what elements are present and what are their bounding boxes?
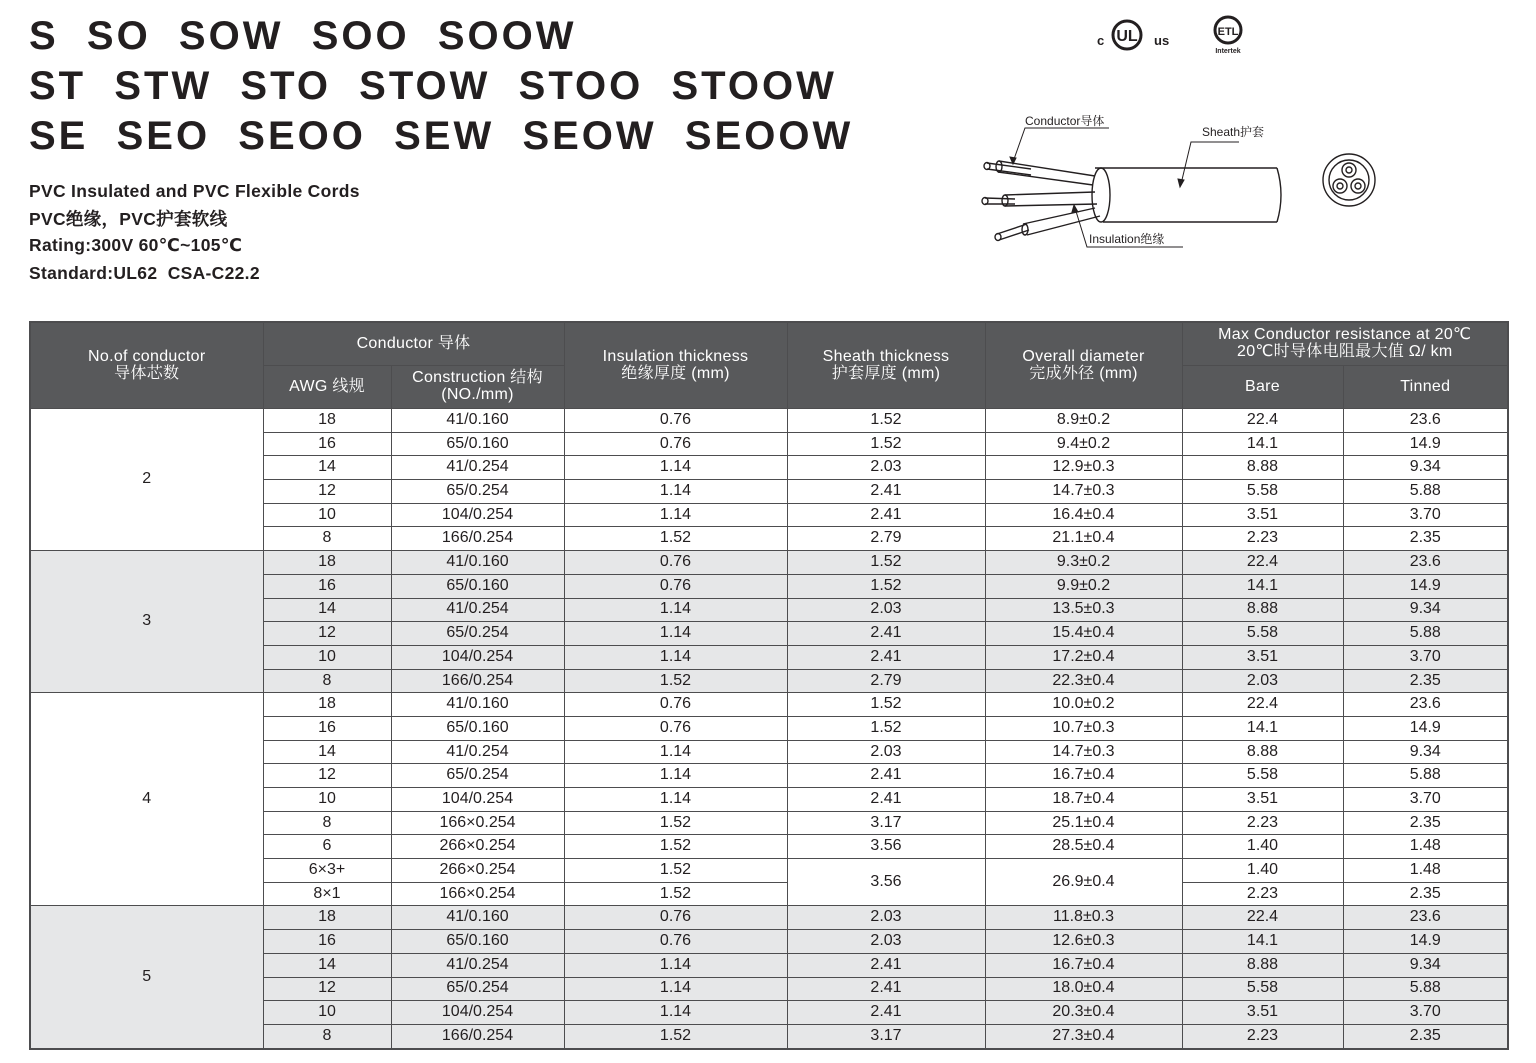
bare-cell: 3.51 <box>1182 503 1343 527</box>
awg-cell: 14 <box>263 456 391 480</box>
diagram-conductor-label: Conductor导体 <box>1025 114 1105 128</box>
bare-cell: 22.4 <box>1182 906 1343 930</box>
header-diameter <box>985 322 1182 409</box>
insulation-cell: 0.76 <box>564 716 787 740</box>
construction-cell: 266×0.254 <box>391 859 564 883</box>
bare-cell: 22.4 <box>1182 551 1343 575</box>
construction-cell: 104/0.254 <box>391 503 564 527</box>
construction-cell: 104/0.254 <box>391 788 564 812</box>
construction-cell: 166/0.254 <box>391 527 564 551</box>
tinned-cell: 1.48 <box>1343 835 1508 859</box>
tinned-cell: 14.9 <box>1343 574 1508 598</box>
diameter-cell: 15.4±0.4 <box>985 622 1182 646</box>
tinned-cell: 14.9 <box>1343 930 1508 954</box>
awg-cell: 16 <box>263 574 391 598</box>
awg-cell: 18 <box>263 551 391 575</box>
insulation-cell: 0.76 <box>564 930 787 954</box>
sheath-cell: 1.52 <box>787 693 985 717</box>
conductor-count-cell: 5 <box>30 906 263 1049</box>
subtitle-english: PVC Insulated and PVC Flexible Cords <box>29 181 360 201</box>
construction-cell: 65/0.254 <box>391 480 564 504</box>
insulation-cell: 1.14 <box>564 598 787 622</box>
construction-cell: 104/0.254 <box>391 1001 564 1025</box>
diameter-cell: 14.7±0.3 <box>985 740 1182 764</box>
bare-cell: 14.1 <box>1182 432 1343 456</box>
table-row <box>30 409 1508 433</box>
tinned-cell: 9.34 <box>1343 598 1508 622</box>
insulation-cell: 1.14 <box>564 622 787 646</box>
insulation-cell: 1.52 <box>564 527 787 551</box>
diameter-cell: 10.0±0.2 <box>985 693 1182 717</box>
header-bare: Bare <box>1182 366 1343 409</box>
bare-cell: 2.23 <box>1182 1024 1343 1048</box>
awg-cell: 8 <box>263 1024 391 1048</box>
bare-cell: 3.51 <box>1182 1001 1343 1025</box>
tinned-cell: 3.70 <box>1343 645 1508 669</box>
ul-mark-text: UL <box>1116 28 1138 45</box>
tinned-cell: 5.88 <box>1343 977 1508 1001</box>
awg-cell: 10 <box>263 645 391 669</box>
spec-table-body <box>30 409 1508 1049</box>
header-conductor-count-cn: 导体芯数 <box>114 364 180 382</box>
construction-cell: 166×0.254 <box>391 811 564 835</box>
awg-cell: 12 <box>263 977 391 1001</box>
sheath-cell: 2.41 <box>787 977 985 1001</box>
awg-cell: 16 <box>263 930 391 954</box>
sheath-cell: 2.41 <box>787 1001 985 1025</box>
diameter-cell: 11.8±0.3 <box>985 906 1182 930</box>
title-line-3: SE SEO SEOO SEW SEOW SEOOW <box>29 114 854 158</box>
bare-cell: 1.40 <box>1182 835 1343 859</box>
awg-cell: 6 <box>263 835 391 859</box>
insulation-cell: 0.76 <box>564 574 787 598</box>
awg-cell: 10 <box>263 503 391 527</box>
insulation-cell: 1.14 <box>564 645 787 669</box>
construction-cell: 41/0.160 <box>391 693 564 717</box>
subtitle-chinese: PVC绝缘，PVC护套软线 <box>29 209 228 229</box>
sheath-cell: 2.03 <box>787 456 985 480</box>
bare-cell: 2.23 <box>1182 527 1343 551</box>
insulation-cell: 1.52 <box>564 882 787 906</box>
sheath-cell: 2.41 <box>787 480 985 504</box>
construction-cell: 104/0.254 <box>391 645 564 669</box>
insulation-cell: 1.52 <box>564 811 787 835</box>
sheath-cell: 2.03 <box>787 598 985 622</box>
diagram-insulation-label: Insulation绝缘 <box>1089 232 1165 246</box>
header-insulation-cn: 绝缘厚度 (mm) <box>621 364 730 382</box>
sheath-cell: 1.52 <box>787 551 985 575</box>
sheath-cell: 2.41 <box>787 645 985 669</box>
awg-cell: 6×3+ <box>263 859 391 883</box>
tinned-cell: 3.70 <box>1343 788 1508 812</box>
sheath-cell: 2.03 <box>787 906 985 930</box>
sheath-cell: 1.52 <box>787 574 985 598</box>
tinned-cell: 2.35 <box>1343 527 1508 551</box>
construction-cell: 65/0.160 <box>391 716 564 740</box>
construction-cell: 65/0.160 <box>391 574 564 598</box>
header-resistance-en: Max Conductor resistance at 20℃ <box>1218 326 1472 344</box>
sheath-cell: 2.03 <box>787 740 985 764</box>
awg-cell: 12 <box>263 480 391 504</box>
diameter-cell: 10.7±0.3 <box>985 716 1182 740</box>
sheath-cell: 3.56 <box>787 835 985 859</box>
diameter-cell: 25.1±0.4 <box>985 811 1182 835</box>
awg-cell: 14 <box>263 740 391 764</box>
construction-cell: 65/0.254 <box>391 764 564 788</box>
construction-cell: 65/0.254 <box>391 622 564 646</box>
insulation-cell: 1.52 <box>564 859 787 883</box>
construction-cell: 41/0.160 <box>391 551 564 575</box>
sheath-cell: 2.79 <box>787 669 985 693</box>
sheath-cell: 1.52 <box>787 716 985 740</box>
sheath-cell: 1.52 <box>787 432 985 456</box>
header-awg: AWG 线规 <box>263 366 391 409</box>
insulation-cell: 0.76 <box>564 432 787 456</box>
conductor-count-cell: 2 <box>30 409 263 551</box>
construction-cell: 166/0.254 <box>391 1024 564 1048</box>
bare-cell: 8.88 <box>1182 598 1343 622</box>
etl-mark-text: ETL <box>1217 26 1239 38</box>
diameter-cell: 12.9±0.3 <box>985 456 1182 480</box>
bare-cell: 2.03 <box>1182 669 1343 693</box>
table-row <box>30 693 1508 717</box>
sheath-cell: 3.56 <box>787 859 985 906</box>
awg-cell: 12 <box>263 622 391 646</box>
rating-text: Rating:300V 60℃~105℃ <box>29 235 243 255</box>
conductor-count-cell: 4 <box>30 693 263 906</box>
diameter-cell: 18.7±0.4 <box>985 788 1182 812</box>
sheath-cell: 2.41 <box>787 788 985 812</box>
header-construction-en: Construction 结构 <box>412 369 543 387</box>
cable-cross-section-diagram <box>975 108 1395 258</box>
header-tinned: Tinned <box>1343 366 1508 409</box>
bare-cell: 14.1 <box>1182 574 1343 598</box>
awg-cell: 8 <box>263 527 391 551</box>
tinned-cell: 9.34 <box>1343 740 1508 764</box>
header-insulation <box>564 322 787 409</box>
title-line-1: S SO SOW SOO SOOW <box>29 14 577 58</box>
bare-cell: 5.58 <box>1182 622 1343 646</box>
insulation-cell: 1.14 <box>564 503 787 527</box>
tinned-cell: 5.88 <box>1343 480 1508 504</box>
tinned-cell: 14.9 <box>1343 432 1508 456</box>
diameter-cell: 13.5±0.3 <box>985 598 1182 622</box>
bare-cell: 14.1 <box>1182 930 1343 954</box>
construction-cell: 65/0.160 <box>391 930 564 954</box>
bare-cell: 5.58 <box>1182 480 1343 504</box>
diameter-cell: 9.9±0.2 <box>985 574 1182 598</box>
insulation-cell: 1.14 <box>564 788 787 812</box>
sheath-cell: 2.41 <box>787 953 985 977</box>
bare-cell: 3.51 <box>1182 788 1343 812</box>
tinned-cell: 2.35 <box>1343 882 1508 906</box>
construction-cell: 41/0.254 <box>391 953 564 977</box>
insulation-cell: 0.76 <box>564 551 787 575</box>
sheath-cell: 1.52 <box>787 409 985 433</box>
insulation-cell: 1.14 <box>564 480 787 504</box>
awg-cell: 8×1 <box>263 882 391 906</box>
diameter-cell: 14.7±0.3 <box>985 480 1182 504</box>
insulation-cell: 1.14 <box>564 977 787 1001</box>
construction-cell: 41/0.160 <box>391 409 564 433</box>
tinned-cell: 14.9 <box>1343 716 1508 740</box>
header-sheath <box>787 322 985 409</box>
tinned-cell: 9.34 <box>1343 953 1508 977</box>
construction-cell: 166×0.254 <box>391 882 564 906</box>
awg-cell: 14 <box>263 953 391 977</box>
header-insulation-en: Insulation thickness <box>602 347 749 365</box>
construction-cell: 65/0.160 <box>391 432 564 456</box>
bare-cell: 8.88 <box>1182 740 1343 764</box>
header-construction <box>391 366 564 409</box>
diameter-cell: 28.5±0.4 <box>985 835 1182 859</box>
bare-cell: 1.40 <box>1182 859 1343 883</box>
insulation-cell: 0.76 <box>564 906 787 930</box>
awg-cell: 14 <box>263 598 391 622</box>
ul-us-mark: us <box>1154 33 1170 48</box>
tinned-cell: 5.88 <box>1343 622 1508 646</box>
diameter-cell: 16.7±0.4 <box>985 953 1182 977</box>
tinned-cell: 3.70 <box>1343 503 1508 527</box>
sheath-cell: 2.41 <box>787 503 985 527</box>
sheath-cell: 2.79 <box>787 527 985 551</box>
construction-cell: 266×0.254 <box>391 835 564 859</box>
insulation-cell: 1.52 <box>564 835 787 859</box>
header-resistance <box>1182 322 1508 366</box>
awg-cell: 16 <box>263 432 391 456</box>
diameter-cell: 18.0±0.4 <box>985 977 1182 1001</box>
tinned-cell: 5.88 <box>1343 764 1508 788</box>
bare-cell: 22.4 <box>1182 409 1343 433</box>
header-diameter-en: Overall diameter <box>1022 347 1145 365</box>
ul-c-mark: c <box>1097 33 1105 48</box>
construction-cell: 41/0.160 <box>391 906 564 930</box>
awg-cell: 12 <box>263 764 391 788</box>
insulation-cell: 1.14 <box>564 740 787 764</box>
insulation-cell: 1.14 <box>564 1001 787 1025</box>
tinned-cell: 2.35 <box>1343 811 1508 835</box>
sheath-cell: 3.17 <box>787 1024 985 1048</box>
header-resistance-cn: 20℃时导体电阻最大值 Ω/ km <box>1237 343 1453 360</box>
tinned-cell: 2.35 <box>1343 1024 1508 1048</box>
insulation-cell: 1.14 <box>564 953 787 977</box>
tinned-cell: 1.48 <box>1343 859 1508 883</box>
bare-cell: 8.88 <box>1182 456 1343 480</box>
sheath-cell: 2.41 <box>787 622 985 646</box>
ul-certification-logo <box>1096 14 1180 58</box>
awg-cell: 10 <box>263 1001 391 1025</box>
header-sheath-cn: 护套厚度 (mm) <box>831 364 941 382</box>
header-construction-unit: (NO./mm) <box>441 386 514 403</box>
diameter-cell: 9.4±0.2 <box>985 432 1182 456</box>
bare-cell: 8.88 <box>1182 953 1343 977</box>
construction-cell: 166/0.254 <box>391 669 564 693</box>
insulation-cell: 1.14 <box>564 764 787 788</box>
awg-cell: 8 <box>263 811 391 835</box>
construction-cell: 41/0.254 <box>391 740 564 764</box>
bare-cell: 5.58 <box>1182 977 1343 1001</box>
diameter-cell: 22.3±0.4 <box>985 669 1182 693</box>
bare-cell: 14.1 <box>1182 716 1343 740</box>
bare-cell: 5.58 <box>1182 764 1343 788</box>
diameter-cell: 27.3±0.4 <box>985 1024 1182 1048</box>
spec-table <box>29 321 1509 1050</box>
standard-text: Standard:UL62 CSA-C22.2 <box>29 263 260 283</box>
header-diameter-cn: 完成外径 (mm) <box>1029 364 1138 382</box>
tinned-cell: 23.6 <box>1343 409 1508 433</box>
awg-cell: 18 <box>263 693 391 717</box>
awg-cell: 16 <box>263 716 391 740</box>
bare-cell: 3.51 <box>1182 645 1343 669</box>
awg-cell: 10 <box>263 788 391 812</box>
diameter-cell: 21.1±0.4 <box>985 527 1182 551</box>
insulation-cell: 1.52 <box>564 1024 787 1048</box>
tinned-cell: 2.35 <box>1343 669 1508 693</box>
tinned-cell: 3.70 <box>1343 1001 1508 1025</box>
table-row <box>30 551 1508 575</box>
construction-cell: 41/0.254 <box>391 456 564 480</box>
header-conductor-count-en: No.of conductor <box>88 347 206 365</box>
construction-cell: 41/0.254 <box>391 598 564 622</box>
diameter-cell: 8.9±0.2 <box>985 409 1182 433</box>
bare-cell: 2.23 <box>1182 882 1343 906</box>
header-sheath-en: Sheath thickness <box>822 347 950 365</box>
header-conductor-count <box>30 322 263 409</box>
tinned-cell: 23.6 <box>1343 906 1508 930</box>
sheath-cell: 3.17 <box>787 811 985 835</box>
diameter-cell: 26.9±0.4 <box>985 859 1182 906</box>
conductor-count-cell: 3 <box>30 551 263 693</box>
diagram-sheath-label: Sheath护套 <box>1202 125 1265 139</box>
diameter-cell: 20.3±0.4 <box>985 1001 1182 1025</box>
bare-cell: 2.23 <box>1182 811 1343 835</box>
insulation-cell: 1.14 <box>564 456 787 480</box>
awg-cell: 8 <box>263 669 391 693</box>
awg-cell: 18 <box>263 906 391 930</box>
tinned-cell: 9.34 <box>1343 456 1508 480</box>
table-row <box>30 906 1508 930</box>
title-line-2: ST STW STO STOW STOO STOOW <box>29 64 837 108</box>
sheath-cell: 2.03 <box>787 930 985 954</box>
diameter-cell: 12.6±0.3 <box>985 930 1182 954</box>
tinned-cell: 23.6 <box>1343 693 1508 717</box>
etl-intertek-text: Intertek <box>1215 48 1241 55</box>
insulation-cell: 1.52 <box>564 669 787 693</box>
tinned-cell: 23.6 <box>1343 551 1508 575</box>
diameter-cell: 16.4±0.4 <box>985 503 1182 527</box>
header-conductor: Conductor 导体 <box>263 322 564 366</box>
etl-certification-logo <box>1206 14 1254 58</box>
awg-cell: 18 <box>263 409 391 433</box>
diameter-cell: 17.2±0.4 <box>985 645 1182 669</box>
diameter-cell: 9.3±0.2 <box>985 551 1182 575</box>
construction-cell: 65/0.254 <box>391 977 564 1001</box>
diameter-cell: 16.7±0.4 <box>985 764 1182 788</box>
sheath-cell: 2.41 <box>787 764 985 788</box>
insulation-cell: 0.76 <box>564 693 787 717</box>
insulation-cell: 0.76 <box>564 409 787 433</box>
bare-cell: 22.4 <box>1182 693 1343 717</box>
